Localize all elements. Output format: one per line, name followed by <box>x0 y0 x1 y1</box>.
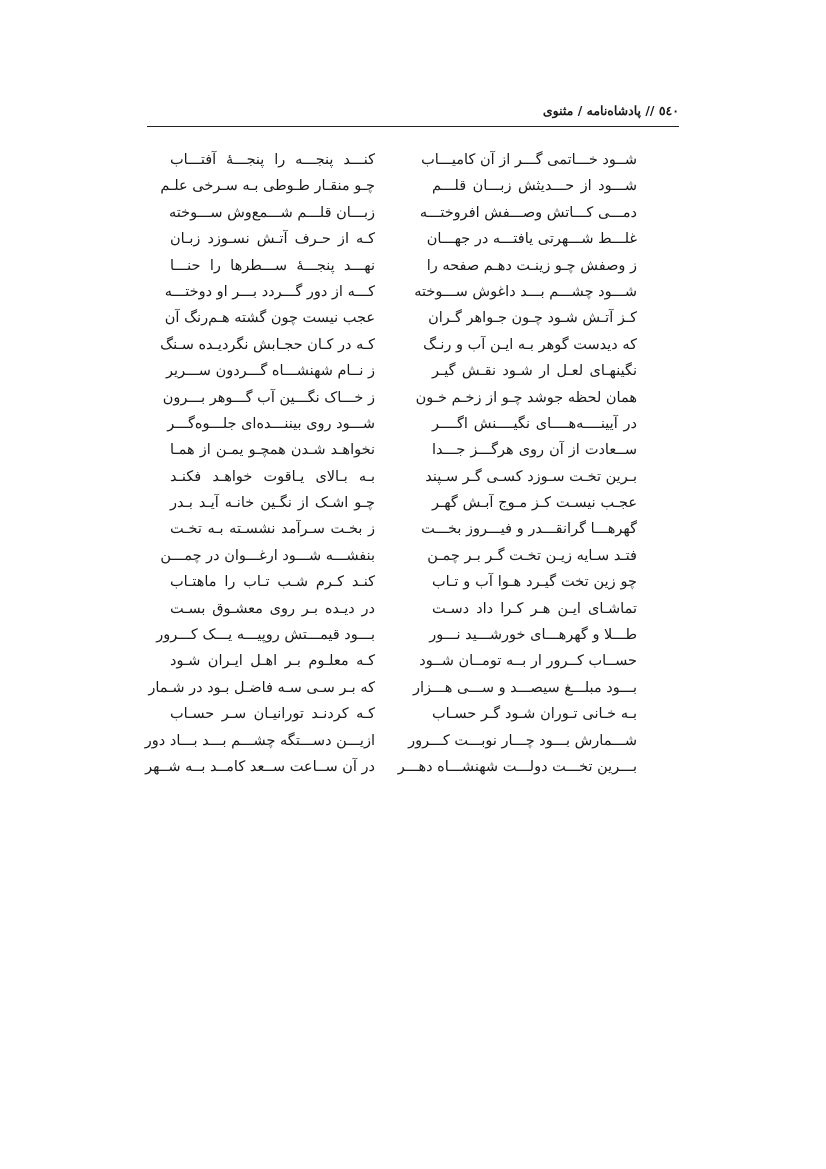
second-hemistich: ازیـــن دســـتگه چشـــم بـــد بـــاد دور <box>144 732 375 749</box>
couplet <box>167 411 637 437</box>
poem-body <box>144 147 637 780</box>
couplet <box>170 464 637 490</box>
first-hemistich: نگینهـای لعـل ار شـود نقـش گیـر <box>432 363 637 380</box>
couplet <box>156 622 637 648</box>
first-hemistich: تماشـای ایـن هـر کـرا داد دسـت <box>432 600 637 617</box>
second-hemistich: کنـد کـرم شـب تـاب را ماهتـاب <box>170 574 375 591</box>
couplet <box>145 754 637 780</box>
second-hemistich: در دیـده بـر روی معشـوق بسـت <box>170 600 375 617</box>
first-hemistich: شـــود از حـــدیثش زبـــان قلـــم <box>432 178 637 195</box>
couplet <box>170 569 637 595</box>
couplet <box>160 173 637 199</box>
second-hemistich: کـه معلـوم بـر اهـل ایـران شـود <box>170 653 375 670</box>
first-hemistich: کـز آتـش شـود چـون جـواهر گـران <box>428 310 637 327</box>
first-hemistich: شـــمارش بـــود چـــار نوبـــت کـــرور <box>408 732 637 749</box>
second-hemistich: بـــود قیمـــتش روپیـــه یـــک کـــرور <box>156 627 375 644</box>
couplet <box>160 332 637 358</box>
first-hemistich: بـــود مبلـــغ سیصـــد و ســـی هـــزار <box>412 679 637 696</box>
couplet <box>170 147 637 173</box>
first-hemistich: همان لحظه جوشد چـو از زخـم خـون <box>415 389 637 406</box>
second-hemistich: در آن ســاعت ســعد کامــد بــه شــهر <box>145 758 375 775</box>
first-hemistich: شــود خـــاتمی گـــر از آن کامیـــاب <box>421 152 637 168</box>
first-hemistich: عجـب نیسـت کـز مـوج آبـش گهـر <box>432 495 637 512</box>
couplet <box>144 728 637 754</box>
running-header: ٥٤٠ // پادشاه‌نامه / مثنوی <box>542 103 679 118</box>
second-hemistich: زبـــان قلـــم شـــمع‌وش ســـوخته <box>169 204 375 221</box>
couplet <box>170 226 637 252</box>
second-hemistich: کـه در کـان حجـابش نگردیـده سـنگ <box>160 336 375 353</box>
couplet <box>162 385 637 411</box>
first-hemistich: ز وصفش چـو زینـت دهـم صفحه را <box>426 257 637 274</box>
couplet <box>160 543 637 569</box>
second-hemistich: نهـــد پنجـــهٔ ســـطرها را حنـــا <box>170 257 375 274</box>
second-hemistich: شـــود روی بیننـــده‌ای جلـــوه‌گـــر <box>167 415 375 432</box>
first-hemistich: که دیدست گوهر بـه ایـن آب و رنـگ <box>423 336 637 353</box>
second-hemistich: کـــه از دور گـــردد بـــر او دوختـــه <box>164 283 375 300</box>
first-hemistich: حســاب کــرور ار بــه تومــان شــود <box>419 653 637 670</box>
couplet <box>170 253 637 279</box>
couplet <box>164 279 637 305</box>
couplet <box>170 701 637 727</box>
first-hemistich: شـــود چشـــم بـــد داغوش ســـوخته <box>414 283 637 300</box>
couplet <box>166 358 637 384</box>
first-hemistich: ســعادت از آن روی هرگـــز جـــدا <box>432 442 637 459</box>
second-hemistich: کنـــد پنجـــه را پنجـــهٔ آفتـــاب <box>170 152 375 168</box>
second-hemistich: عجب نیست چون گشته هـم‌رنگ آن <box>164 310 375 327</box>
couplet <box>170 516 637 542</box>
first-hemistich: فتـد سـایه زیـن تخـت گـر بـر چمـن <box>427 547 637 564</box>
second-hemistich: نخواهـد شـدن همچـو یمـن از همـا <box>170 442 375 459</box>
couplet <box>148 675 637 701</box>
first-hemistich: دمـــی کـــاتش وصـــفش افروختـــه <box>419 204 637 221</box>
second-hemistich: کـه کردنـد تورانیـان سـر حسـاب <box>170 706 375 723</box>
header-rule <box>147 126 679 127</box>
couplet <box>170 490 637 516</box>
first-hemistich: غلـــط شـــهرتی یافتـــه در جهـــان <box>426 231 637 248</box>
couplet <box>170 596 637 622</box>
first-hemistich: بـه خـانی تـوران شـود گـر حسـاب <box>432 706 637 723</box>
couplet <box>170 648 637 674</box>
first-hemistich: بـرین تخـت سـوزد کسـی گـر سـپند <box>425 468 637 485</box>
second-hemistich: بنفشـــه شـــود ارغـــوان در چمـــن <box>160 547 375 564</box>
second-hemistich: که بـر سـی سـه فاضـل بـود در شـمار <box>148 679 375 696</box>
second-hemistich: ز نــام شهنشـــاه گـــردون ســـریر <box>166 363 375 380</box>
first-hemistich: بـــرین تخـــت دولـــت شهنشـــاه دهـــر <box>397 758 637 775</box>
first-hemistich: طـــلا و گهرهـــای خورشـــید نـــور <box>429 627 637 644</box>
second-hemistich: چـو اشـک از نگـین خانـه آیـد بـدر <box>170 495 375 512</box>
first-hemistich: چو زین تخت گیـرد هـوا آب و تـاب <box>432 574 637 591</box>
second-hemistich: چـو منقـار طـوطی بـه سـرخی علـم <box>160 178 375 195</box>
second-hemistich: ز بخـت سـرآمد نشسـته بـه تخـت <box>170 521 375 538</box>
couplet <box>170 200 637 226</box>
second-hemistich: ز خـــاک نگـــین آب گـــوهر بـــرون <box>162 389 375 406</box>
couplet <box>164 305 637 331</box>
second-hemistich: بـه بـالای یـاقوت خواهـد فکنـد <box>170 468 375 485</box>
first-hemistich: گهرهـــا گرانقـــدر و فیـــروز بخـــت <box>421 521 637 538</box>
couplet <box>170 437 637 463</box>
second-hemistich: کـه از حـرف آتـش نسـوزد زبـان <box>170 231 375 248</box>
first-hemistich: در آیینــــه‌هــــای نگیــــنش اگــــر <box>432 415 637 432</box>
